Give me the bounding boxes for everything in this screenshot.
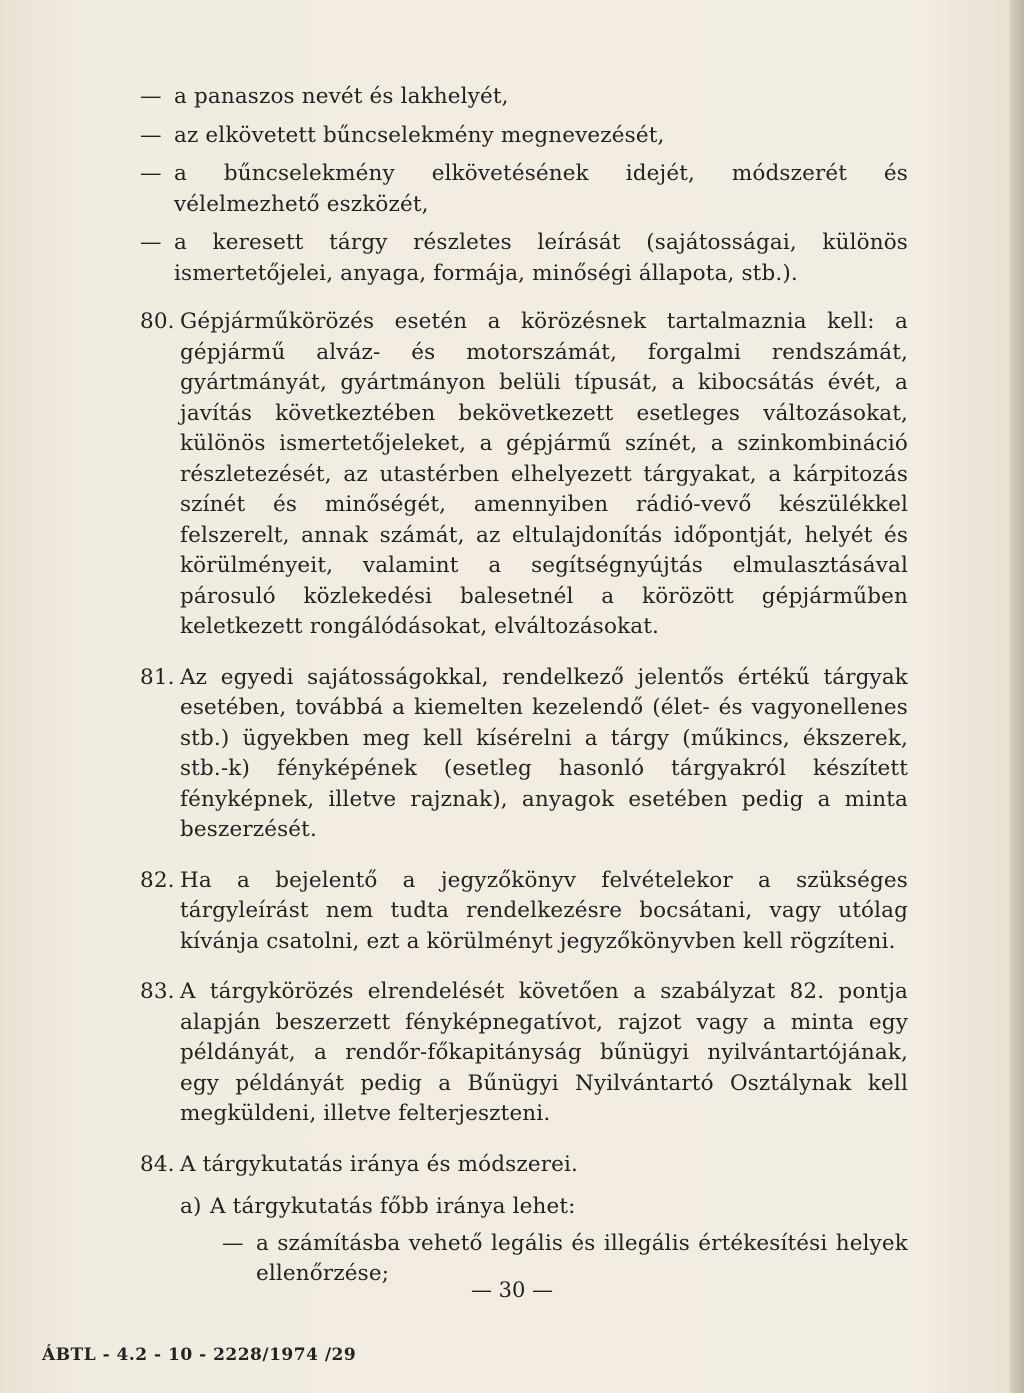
paragraph-number: 81. — [140, 664, 175, 690]
sub-item — [180, 1192, 908, 1223]
document-body — [140, 82, 908, 1290]
dash-item — [140, 228, 908, 289]
dash-marker: — — [140, 122, 162, 148]
sub-item-text: A tárgykutatás főbb iránya lehet: — [210, 1194, 576, 1219]
dash-list-top — [140, 82, 908, 289]
paragraph-text: Gépjárműkörözés esetén a körözésnek tartalmaznia kell: a gépjármű alváz- és motorszámát, forgalmi rendszámát, gyártmányát, gyártmányon belüli típusát, a kibocsátás évét, a javítás következtében bekövetkezett esetleges változásokat, különös ismertetőjeleket, a gépjármű színét, a szinkombináció részletezését, az utastérben elhelyezett tárgyakat, a kárpitozás színét és minőségét, amennyiben rádió-vevő készülékkel felszerelt, annak számát, az eltulajdonítás időpontját, helyét és körülményeit, valamint a segítségnyújtás elmulasztásával párosuló közlekedési balesetnél a körözött gépjárműben keletkezett rongálódásokat, elváltozásokat. — [180, 309, 908, 639]
paragraph-text: A tárgykutatás iránya és módszerei. — [180, 1151, 579, 1177]
dash-marker: — — [140, 161, 162, 186]
dash-marker: — — [222, 1230, 244, 1256]
paragraph-text: Ha a bejelentő a jegyzőkönyv felvételekor a szükséges tárgyleírást nem tudta rendelkezésre bocsátani, vagy utólag kívánja csatolni, ezt a körülményt jegyzőkönyvben kell rögzíteni. — [180, 867, 908, 954]
dash-text: a számításba vehető legális és illegális értékesítési helyek ellenőrzése; — [256, 1230, 908, 1286]
dash-text: a bűncselekmény elkövetésének idejét, módszerét és vélelmezhető eszközét, — [174, 161, 908, 217]
page-number: — 30 — — [470, 1278, 554, 1302]
dash-item — [140, 159, 908, 220]
paragraph-number: 84. — [140, 1151, 175, 1177]
paragraph-82 — [140, 866, 908, 958]
dash-text: a panaszos nevét és lakhelyét, — [174, 84, 509, 109]
paragraph-number: 82. — [140, 867, 175, 893]
dash-item — [140, 121, 908, 152]
dash-marker: — — [140, 230, 162, 255]
paragraph-81 — [140, 663, 908, 846]
dash-text: a keresett tárgy részletes leírását (sajátosságai, különös ismertetőjelei, anyaga, formája, minőségi állapota, stb.). — [174, 230, 908, 286]
archive-reference: ÁBTL - 4.2 - 10 - 2228/1974 /29 — [42, 1345, 357, 1365]
sub-item-marker: a) — [180, 1194, 202, 1219]
dash-marker: — — [140, 84, 162, 109]
paragraph-number: 83. — [140, 979, 175, 1004]
paragraph-number: 80. — [140, 309, 175, 334]
paragraph-80 — [140, 307, 908, 643]
dash-item — [140, 82, 908, 113]
paragraph-text: Az egyedi sajátosságokkal, rendelkező jelentős értékű tárgyak esetében, továbbá a kiemelten kezelendő (élet- és vagyonellenes stb.) ügyekben meg kell kísérelni a tárgy (műkincs, ékszerek, stb.-k) fényképének (esetleg hasonló tárgyakról készített fényképnek, illetve rajznak), anyagok esetében pedig a minta beszerzését. — [180, 664, 908, 842]
dash-text: az elkövetett bűncselekmény megnevezését, — [174, 122, 665, 148]
paragraph-text: A tárgykörözés elrendelését követően a szabályzat 82. pontja alapján beszerzett fényképnegatívot, rajzot vagy a minta egy példányát, a rendőr-főkapitányság bűnügyi nyilvántartójának, egy példányát pedig a Bűnügyi Nyilvántartó Osztálynak kell megküldeni, illetve felterjeszteni. — [180, 979, 908, 1126]
paragraph-83 — [140, 977, 908, 1130]
page-edge — [1010, 0, 1024, 1393]
paragraph-84 — [140, 1150, 908, 1181]
